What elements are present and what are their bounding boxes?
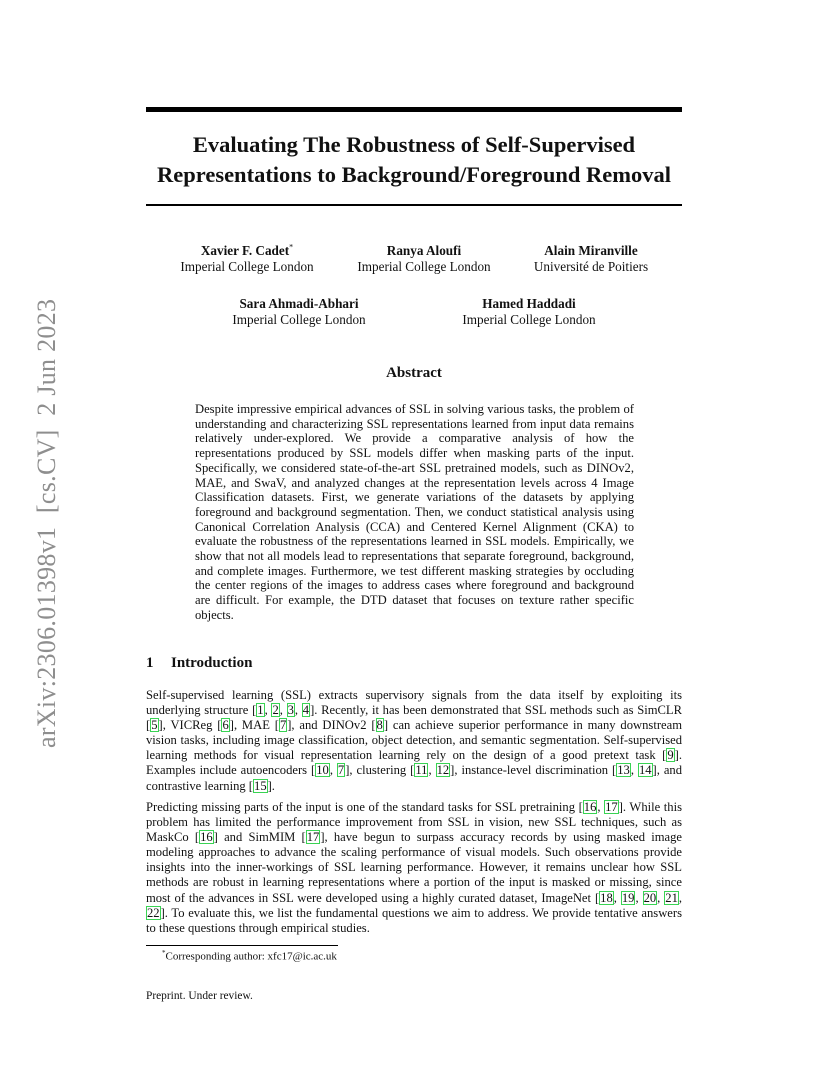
paragraph-text: ], MAE [ (229, 718, 279, 733)
title-line-1: Evaluating The Robustness of Self-Supervised (192, 132, 636, 157)
paragraph-text: ], and DINOv2 [ (287, 718, 376, 733)
author-affiliation: Imperial College London (232, 312, 366, 327)
author-block-1 (157, 243, 337, 275)
arxiv-identifier-stamp: arXiv:2306.01398v1 [cs.CV] 2 Jun 2023 (32, 298, 61, 748)
author-affiliation: Imperial College London (357, 259, 491, 274)
citation-link[interactable]: 13 (617, 763, 630, 778)
citation-link[interactable]: 6 (222, 718, 229, 733)
citation-link[interactable]: 9 (667, 748, 674, 763)
author-block-5 (439, 296, 619, 328)
citation-link[interactable]: 19 (621, 890, 635, 905)
citation-link[interactable]: 4 (302, 703, 310, 718)
footnote-rule (146, 945, 338, 946)
section-title: Introduction (171, 655, 253, 671)
intro-paragraph-2: Predicting missing parts of the input is one of the standard tasks for SSL pretraining [16, 17]. While this problem has limited the performance improvement from SSL in vision, new SSL techniques, such as MaskCo [16] and SimMIM [17], have begun to surpass accuracy records by using masked image modeling approaches to advance the scaling performance of visual models. Such observations provide insights into the inner-workings of SSL learning performance. However, it remains unclear how SSL methods are robust in learning representations where a portion of the input is masked or missing, since most of the advances in SSL were developed using a highly curated dataset, ImageNet [18, 19, 20, 21, 22]. To evaluate this, we list the fundamental questions we aim to address. We provide tentative answers to these questions through empirical studies. (146, 800, 683, 935)
author-block-4 (209, 296, 389, 328)
citation-link[interactable]: 12 (436, 763, 450, 778)
citation-link[interactable]: 22 (147, 905, 160, 920)
citation-link[interactable]: 20 (643, 890, 657, 905)
citation-link[interactable]: 14 (638, 763, 652, 778)
section-number: 1 (146, 655, 154, 671)
citation-link[interactable]: 1 (257, 703, 264, 718)
citation-link[interactable]: 17 (306, 830, 320, 845)
paragraph-text: ]. Examples include autoencoders [ (146, 748, 682, 778)
author-block-2 (334, 243, 514, 275)
paragraph-text: ]. To evaluate this, we list the fundamental questions we aim to address. We provide tentative answers to these questions through empirical studies. (146, 905, 682, 935)
abstract-heading: Abstract (386, 365, 442, 381)
citation-link[interactable]: 8 (376, 718, 383, 733)
author-affiliation: Université de Poitiers (533, 259, 649, 274)
footnote-mark: * (162, 949, 166, 957)
paragraph-text: ], and contrastive learning [ (146, 763, 683, 793)
citation-link[interactable]: 5 (151, 718, 158, 733)
citation-link[interactable]: 17 (605, 800, 618, 814)
footnote (162, 949, 337, 963)
citation-link[interactable]: 2 (272, 703, 279, 718)
paragraph-text: ], VICReg [ (158, 718, 222, 733)
author-affiliation: Imperial College London (462, 312, 596, 327)
citation-link[interactable]: 7 (279, 718, 287, 733)
author-name: Ranya Aloufi (386, 243, 462, 258)
citation-link[interactable]: 15 (254, 778, 267, 793)
preprint-note: Preprint. Under review. (146, 990, 253, 1002)
abstract-body: Despite impressive empirical advances of SSL in solving various tasks, the problem of understanding and characterizing SSL representations learned from input data remains relatively under-explored. We provide a comparative analysis of how the representations produced by SSL models differ when masking parts of the input. Specifically, we considered state-of-the-art SSL pretrained models, such as DINOv2, MAE, and SwaV, and analyzed changes at the representation levels across 4 Image Classification datasets. First, we generate variations of the datasets by applying foreground and background segmentation. Then, we conduct statistical analysis using Canonical Correlation Analysis (CCA) and Centered Kernel Alignment (CKA) to evaluate the robustness of the representations learned in SSL models. Empirically, we show that not all models lead to representations that separate foreground, background, and complete images. Furthermore, we test different masking strategies by occluding the center regions of the images to address cases where foreground and background are difficult. For example, the DTD dataset that focuses on texture rather specific objects. (195, 402, 634, 622)
citation-link[interactable]: 10 (316, 763, 329, 778)
author-name: Hamed Haddadi (482, 296, 576, 311)
citation-link[interactable]: 16 (583, 800, 597, 814)
citation-link[interactable]: 21 (665, 890, 678, 905)
paragraph-text: ], instance-level discrimination [ (450, 763, 617, 778)
section-heading (146, 655, 252, 672)
paragraph-text: ], have begun to surpass accuracy records by using masked image modeling approaches to advance the scaling performance of visual models. Such observations provide insights into the inner-workings of SSL learning performance. However, it remains unclear how SSL methods are robust in learning representations where a portion of the input is masked or missing, since most of the advances in SSL were developed using a highly curated dataset, ImageNet [ (146, 830, 682, 905)
author-block-3 (501, 243, 681, 275)
citation-link[interactable]: 16 (200, 830, 213, 845)
title-bottom-rule (146, 204, 682, 206)
paragraph-text: ]. While this problem has limited the performance improvement from SSL in vision, new SSL techniques, such as MaskCo [ (146, 800, 682, 845)
author-footnote-mark: * (289, 242, 294, 252)
paragraph-text: Predicting missing parts of the input is one of the standard tasks for SSL pretraining [ (146, 800, 583, 814)
citation-link[interactable]: 11 (415, 763, 428, 778)
footnote-text: Corresponding author: xfc17@ic.ac.uk (165, 950, 337, 963)
author-name: Sara Ahmadi-Abhari (239, 296, 359, 311)
citation-link[interactable]: 18 (600, 890, 613, 905)
paper-title (146, 130, 682, 190)
author-affiliation: Imperial College London (180, 259, 314, 274)
intro-paragraph-1: Self-supervised learning (SSL) extracts supervisory signals from the data itself by exploiting its underlying structure [1, 2, 3, 4]. Recently, it has been demonstrated that SSL methods such as SimCLR [5], VICReg [6], MAE [7], and DINOv2 [8] can achieve superior performance in many downstream vision tasks, including image classification, object detection, and semantic segmentation. Self-supervised learning methods for visual representation learning rely on the design of a good pretext task [9]. Examples include autoencoders [10, 7], clustering [11, 12], instance-level discrimination [13, 14], and contrastive learning [15]. (146, 688, 683, 793)
author-name: Xavier F. Cadet (200, 243, 290, 258)
paragraph-text: ] can achieve superior performance in many downstream vision tasks, including image classification, object detection, and semantic segmentation. Self-supervised learning methods for visual representation learning rely on the design of a good pretext task [ (146, 718, 682, 763)
paragraph-text: ]. (267, 778, 275, 793)
author-name: Alain Miranville (544, 243, 638, 258)
title-top-rule (146, 107, 682, 112)
citation-link[interactable]: 7 (337, 763, 345, 778)
paragraph-text: ] and SimMIM [ (213, 830, 306, 845)
paragraph-text: Self-supervised learning (SSL) extracts supervisory signals from the data itself by exploiting its underlying structure [ (146, 688, 682, 718)
paragraph-text: ], clustering [ (345, 763, 415, 778)
paragraph-text: ]. Recently, it has been demonstrated that SSL methods such as SimCLR [ (146, 703, 683, 733)
citation-link[interactable]: 3 (287, 703, 294, 718)
title-line-2: Representations to Background/Foreground Removal (157, 162, 671, 187)
